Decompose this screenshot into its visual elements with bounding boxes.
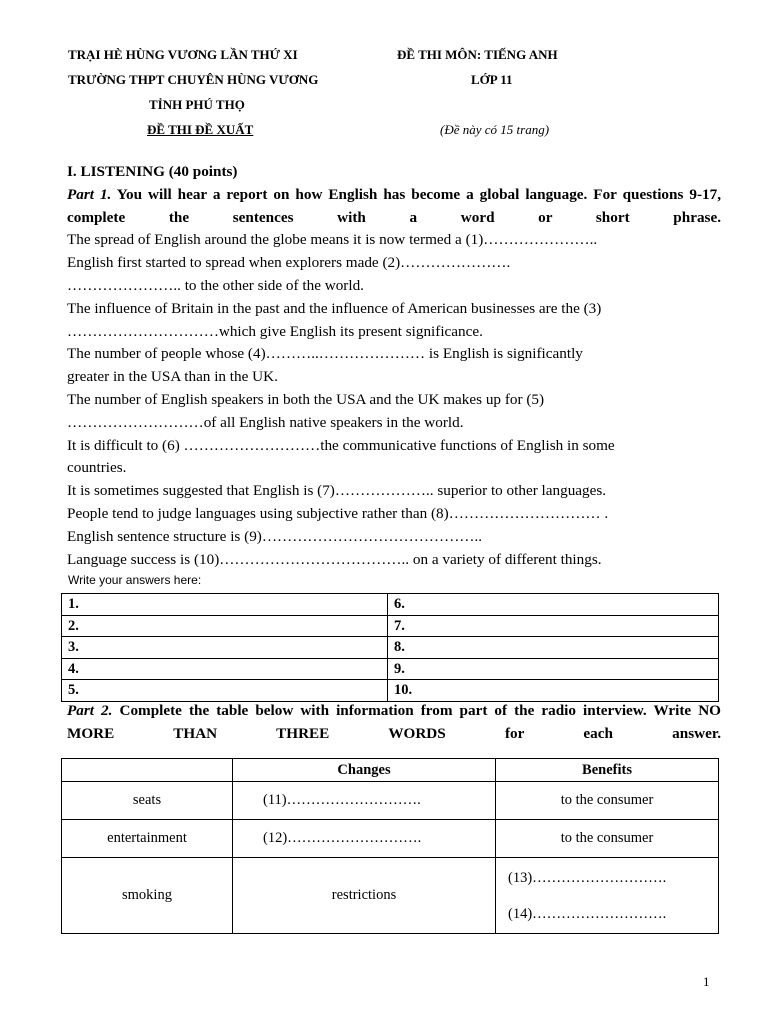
question-line: ………………….. to the other side of the world. [67, 276, 364, 294]
answer-table [61, 593, 719, 702]
table-row [62, 594, 719, 616]
header-cell: Benefits [496, 759, 719, 782]
table-row [62, 858, 719, 934]
interview-table [61, 758, 719, 934]
question-line: The number of people whose (4)………..………………… is English is significantly [67, 345, 583, 363]
question-line: countries. [67, 459, 127, 477]
grade-level: LỚP 11 [471, 72, 513, 87]
benefit-stack [496, 858, 719, 934]
answer-blank[interactable]: (13)………………………. [508, 869, 667, 886]
question-line: English first started to spread when explorers made (2)…………………. [67, 254, 511, 272]
section-heading: I. LISTENING (40 points) [67, 163, 238, 180]
answer-blank[interactable]: (14)………………………. [508, 905, 667, 922]
question-line: greater in the USA than in the UK. [67, 368, 278, 386]
header-cell [62, 759, 233, 782]
question-line: ………………………of all English native speakers in the world. [67, 413, 464, 431]
header-cell: Changes [233, 759, 496, 782]
page-count-note: (Đề này có 15 trang) [440, 122, 550, 137]
benefit-cell: to the consumer [496, 782, 719, 820]
table-row [62, 615, 719, 637]
answer-cell[interactable]: 7. [388, 615, 719, 637]
answer-cell[interactable]: 6. [388, 594, 719, 616]
table-row [62, 680, 719, 702]
answer-cell[interactable]: 9. [388, 658, 719, 680]
question-line: English sentence structure is (9)…………………………………….. [67, 527, 483, 545]
item-cell: smoking [62, 858, 233, 934]
part2-label: Part 2. [67, 702, 113, 719]
part1-instruction-text: You will hear a report on how English has become a global language. For questions 9-17, complete the sentences with a word or short phrase. [67, 185, 721, 226]
answer-blank[interactable]: (11)………………………. [233, 782, 496, 820]
item-cell: entertainment [62, 820, 233, 858]
answer-cell[interactable]: 8. [388, 637, 719, 659]
question-line: It is sometimes suggested that English is (7)……………….. superior to other languages. [67, 482, 607, 500]
table-row [62, 782, 719, 820]
table-row [62, 637, 719, 659]
table-header-row [62, 759, 719, 782]
question-line: It is difficult to (6) ………………………the communicative functions of English in some [67, 436, 615, 454]
answer-cell[interactable]: 3. [62, 637, 388, 659]
page-number: 1 [703, 974, 710, 989]
school-name: TRƯỜNG THPT CHUYÊN HÙNG VƯƠNG [68, 72, 319, 87]
question-line: The number of English speakers in both the USA and the UK makes up for (5) [67, 390, 545, 408]
benefit-cell: to the consumer [496, 820, 719, 858]
question-line: The spread of English around the globe means it is now termed a (1)………………….. [67, 231, 598, 249]
listening-section [67, 161, 721, 571]
question-line: Language success is (10)……………………………….. on a variety of different things. [67, 550, 602, 568]
proposed-exam-label: ĐỀ THI ĐỀ XUẤT [147, 122, 254, 137]
answer-cell[interactable]: 1. [62, 594, 388, 616]
school-camp-title: TRẠI HÈ HÙNG VƯƠNG LẦN THỨ XI [68, 47, 298, 62]
part1-label: Part 1. [67, 185, 112, 203]
exam-subject: ĐỀ THI MÔN: TIẾNG ANH [397, 47, 558, 62]
part2-instruction [67, 700, 721, 746]
answer-cell[interactable]: 10. [388, 680, 719, 702]
table-row [62, 658, 719, 680]
answer-cell[interactable]: 4. [62, 658, 388, 680]
change-cell: restrictions [233, 858, 496, 934]
question-line: People tend to judge languages using subjective rather than (8)………………………… . [67, 504, 609, 522]
part1-instruction [67, 184, 721, 230]
answer-cell[interactable]: 5. [62, 680, 388, 702]
province-name: TỈNH PHÚ THỌ [149, 97, 245, 112]
table-row [62, 820, 719, 858]
answer-note: Write your answers here: [68, 573, 202, 587]
answer-cell[interactable]: 2. [62, 615, 388, 637]
question-line: The influence of Britain in the past and the influence of American businesses are the (3) [67, 299, 602, 317]
question-line: …………………………which give English its present significance. [67, 322, 483, 340]
part2-instruction-text: Complete the table below with information from part of the radio interview. Write NO MORE THAN THREE WORDS for each answer. [67, 702, 721, 742]
answer-blank[interactable]: (12)………………………. [233, 820, 496, 858]
item-cell: seats [62, 782, 233, 820]
